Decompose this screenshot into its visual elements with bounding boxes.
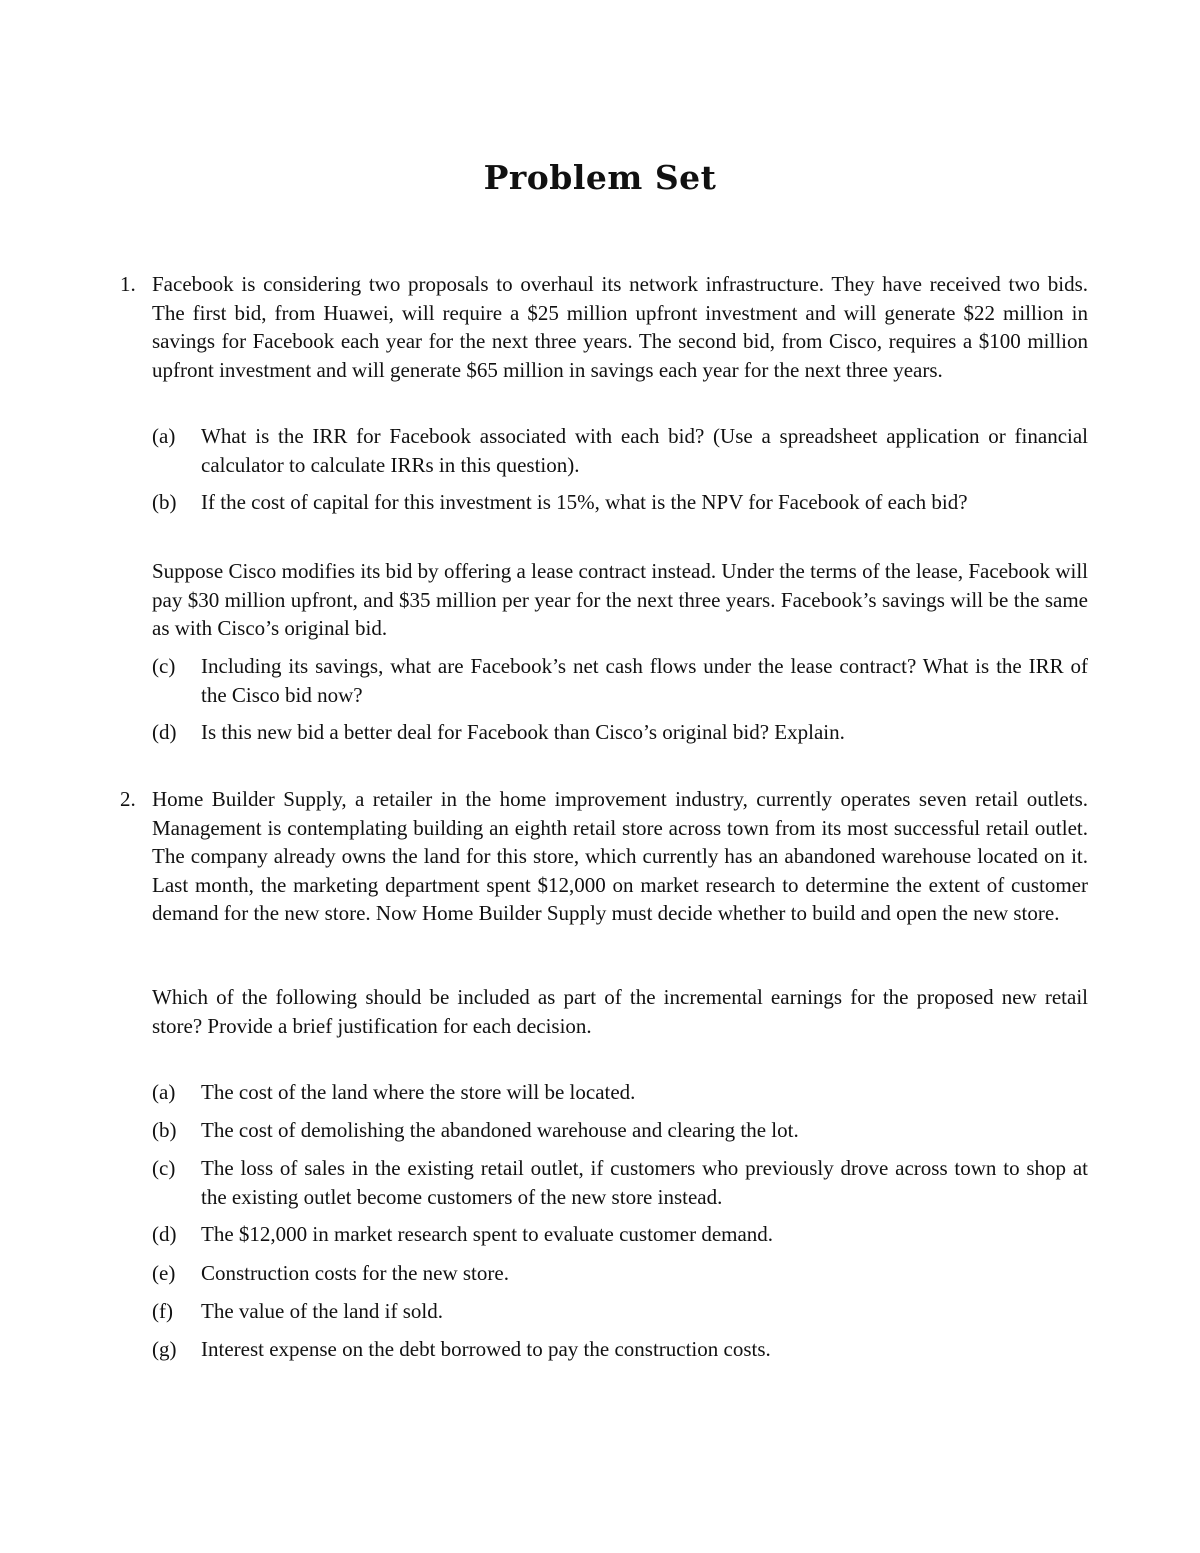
problem-number: 2. [120,787,136,811]
part-label: (c) [152,654,176,678]
problem-2-part-d [152,1220,1088,1249]
problem-1-lease-paragraph: Suppose Cisco modifies its bid by offering a lease contract instead. Under the terms of the lease, Facebook will pay $30 million upfront, and $35 million per year for the next three years. Facebook’s savings will be the same as with Cisco’s original bid. [152,559,1088,641]
problem-1-part-c [152,652,1088,709]
part-label: (b) [152,1118,177,1142]
part-text: The $12,000 in market research spent to evaluate customer demand. [201,1222,774,1246]
problem-2-part-c [152,1154,1088,1211]
part-label: (d) [152,720,177,744]
part-label: (a) [152,1080,176,1104]
part-text: The value of the land if sold. [201,1299,444,1323]
part-label: (c) [152,1156,176,1180]
part-text: What is the IRR for Facebook associated with each bid? (Use a spreadsheet application or financial calculator to calculate IRRs in this question). [201,424,1088,477]
part-text: Interest expense on the debt borrowed to pay the construction costs. [201,1337,771,1361]
part-label: (g) [152,1337,177,1361]
part-text: Construction costs for the new store. [201,1261,509,1285]
part-label: (f) [152,1299,173,1323]
problem-text: Facebook is considering two proposals to overhaul its network infrastructure. They have received two bids. The first bid, from Huawei, will require a $25 million upfront investment and will generate $22 million in savings for Facebook each year for the next three years. The second bid, from Cisco, requires a $100 million upfront investment and will generate $65 million in savings each year for the next three years. [152,272,1088,382]
part-text: The cost of demolishing the abandoned warehouse and clearing the lot. [201,1118,799,1142]
problem-2 [120,785,1088,928]
problem-2-part-g [152,1335,1088,1364]
problem-1-part-b [152,488,1088,517]
problem-2-question: Which of the following should be included as part of the incremental earnings for the proposed new retail store? Provide a brief justification for each decision. [152,985,1088,1038]
part-text: If the cost of capital for this investment is 15%, what is the NPV for Facebook of each bid? [201,490,968,514]
problem-1-part-a [152,422,1088,479]
part-text: Including its savings, what are Facebook’s net cash flows under the lease contract? What is the IRR of the Cisco bid now? [201,654,1088,707]
problem-2-part-a [152,1078,1088,1107]
problem-2-part-b [152,1116,1088,1145]
problem-1 [120,270,1088,384]
part-text: The loss of sales in the existing retail outlet, if customers who previously drove across town to shop at the existing outlet become customers of the new store instead. [201,1156,1088,1209]
problem-2-part-f [152,1297,1088,1326]
problem-text: Home Builder Supply, a retailer in the home improvement industry, currently operates seven retail outlets. Management is contemplating building an eighth retail store across town from its most successful retail outlet. The company already owns the land for this store, which currently has an abandoned warehouse located on it. Last month, the marketing department spent $12,000 on market research to determine the extent of customer demand for the new store. Now Home Builder Supply must decide whether to build and open the new store. [152,787,1088,926]
part-text: Is this new bid a better deal for Facebook than Cisco’s original bid? Explain. [201,720,845,744]
problem-1-part-d [152,718,1088,747]
page-title: Problem Set [483,158,717,197]
problem-number: 1. [120,272,136,296]
part-label: (a) [152,424,176,448]
part-label: (d) [152,1222,177,1246]
part-label: (b) [152,490,177,514]
problem-2-part-e [152,1259,1088,1288]
part-label: (e) [152,1261,176,1285]
part-text: The cost of the land where the store will be located. [201,1080,636,1104]
